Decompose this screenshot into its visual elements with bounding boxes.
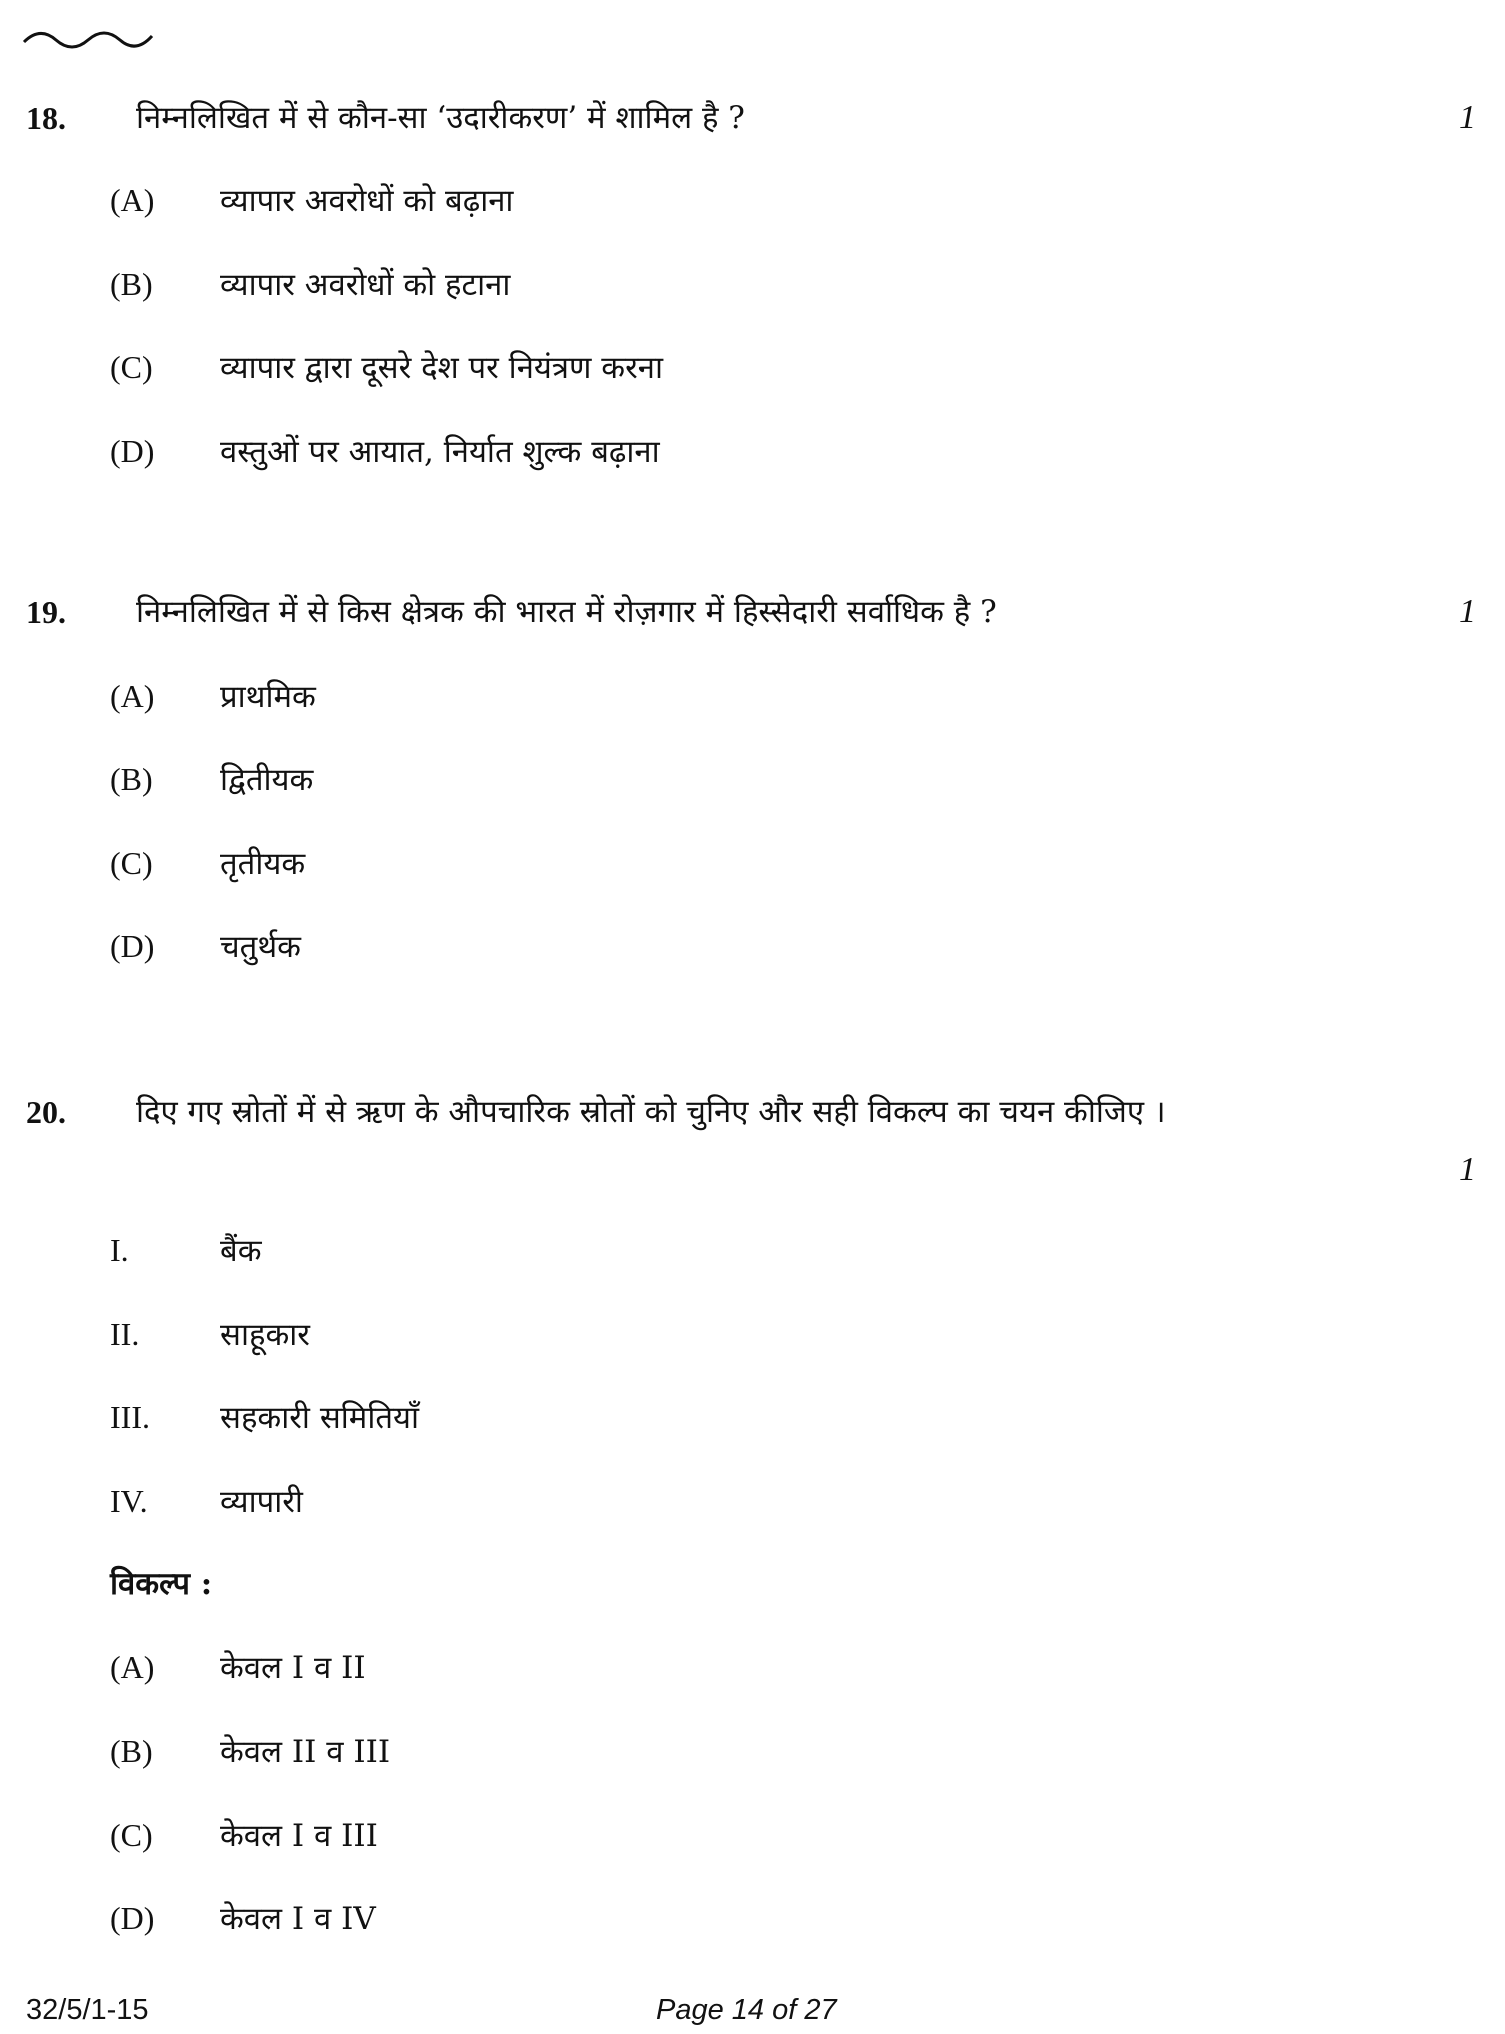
option-b: (B) केवल II व III [110, 1733, 391, 1770]
option-c: (C) व्यापार द्वारा दूसरे देश पर नियंत्रण करना [110, 349, 663, 386]
question-20 [26, 1082, 1476, 1202]
statement-i: I. बैंक [110, 1232, 262, 1269]
marks: 1 [1459, 1151, 1476, 1188]
statement-iii: III. सहकारी समितियाँ [110, 1399, 420, 1436]
page-number: Page 14 of 27 [656, 1994, 837, 2026]
option-b: (B) व्यापार अवरोधों को हटाना [110, 266, 511, 303]
option-c: (C) तृतीयक [110, 845, 306, 882]
question-text: निम्नलिखित में से किस क्षेत्रक की भारत में रोज़गार में हिस्सेदारी सर्वाधिक है ? [136, 594, 997, 630]
wavy-line-icon [22, 22, 154, 52]
question-19 [26, 588, 1476, 636]
question-text: निम्नलिखित में से कौन-सा ‘उदारीकरण’ में शामिल है ? [136, 100, 745, 136]
option-d: (D) वस्तुओं पर आयात, निर्यात शुल्क बढ़ाना [110, 433, 660, 470]
option-a: (A) केवल I व II [110, 1649, 366, 1686]
statement-ii: II. साहूकार [110, 1316, 310, 1353]
marks: 1 [1459, 99, 1476, 136]
option-a: (A) प्राथमिक [110, 678, 316, 715]
question-18 [26, 94, 1476, 142]
marks: 1 [1459, 593, 1476, 630]
option-d: (D) केवल I व IV [110, 1900, 376, 1937]
question-number: 20. [26, 1094, 66, 1130]
option-d: (D) चतुर्थक [110, 928, 301, 965]
statement-iv: IV. व्यापारी [110, 1483, 303, 1520]
paper-code: 32/5/1-15 [26, 1994, 149, 2026]
options-heading: विकल्प : [110, 1566, 213, 1602]
question-text: दिए गए स्रोतों में से ऋण के औपचारिक स्रोतों को चुनिए और सही विकल्प का चयन कीजिए । [136, 1094, 1166, 1130]
question-number: 19. [26, 594, 66, 630]
question-number: 18. [26, 100, 66, 136]
option-c: (C) केवल I व III [110, 1817, 378, 1854]
option-a: (A) व्यापार अवरोधों को बढ़ाना [110, 182, 514, 219]
option-b: (B) द्वितीयक [110, 761, 314, 798]
